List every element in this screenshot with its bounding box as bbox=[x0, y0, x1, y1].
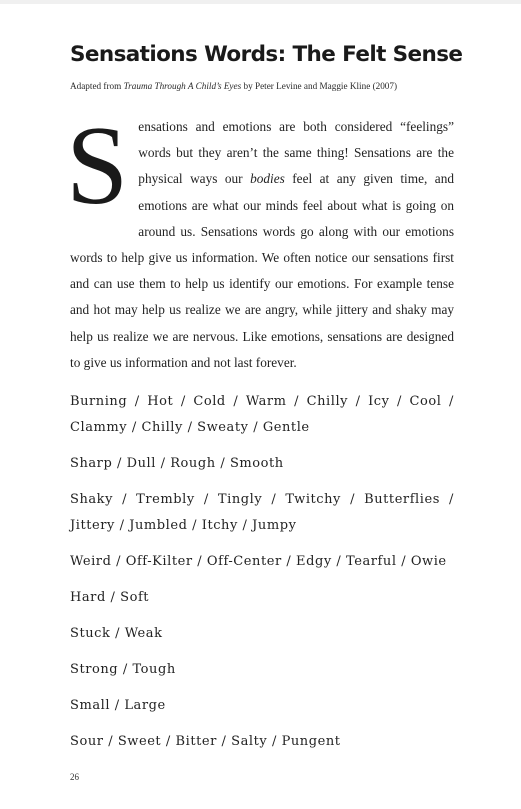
word-group-size: Small / Large bbox=[70, 698, 166, 714]
sensation-word-list bbox=[70, 389, 454, 755]
intro-emphasis: bodies bbox=[250, 171, 285, 187]
page-title: Sensations Words: The Felt Sense bbox=[70, 42, 463, 67]
page-number: 26 bbox=[70, 772, 79, 782]
word-group-strength: Strong / Tough bbox=[70, 662, 176, 678]
book-title: Trauma Through A Child’s Eyes bbox=[123, 81, 242, 91]
drop-cap: S bbox=[66, 104, 129, 228]
attribution-prefix: Adapted from bbox=[70, 81, 124, 91]
intro-paragraph bbox=[66, 104, 454, 376]
intro-text-part2: feel at any given time, and emotions are what our minds feel about what is going on around us. Sensations words go along with our emotions words to help give us information. We often notice our sensations first and can use them to help us identify our emotions. For example tense and hot may help us realize we are angry, while jittery and shaky may help us realize we are nervous. Like emotions, sensations are designed to give us information and not last forever. bbox=[70, 171, 454, 370]
word-group-temperature: Burning / Hot / Cold / Warm / Chilly / Icy / Cool / Clammy / Chilly / Sweaty / Gentle bbox=[70, 394, 454, 436]
attribution-suffix: by Peter Levine and Maggie Kline (2007) bbox=[241, 81, 398, 91]
intro-text-part1: ensations and emotions are both considered “feelings” words but they aren’t the same thing! Sensations are the physical ways our bbox=[138, 119, 454, 187]
top-divider bbox=[0, 0, 521, 4]
word-group-texture: Sharp / Dull / Rough / Smooth bbox=[70, 456, 284, 472]
attribution-line bbox=[70, 80, 454, 92]
word-group-offbalance: Weird / Off-Kilter / Off-Center / Edgy / Tearful / Owie bbox=[70, 554, 447, 570]
document-page bbox=[66, 40, 463, 765]
word-group-hardness: Hard / Soft bbox=[70, 590, 150, 606]
word-group-taste: Sour / Sweet / Bitter / Salty / Pungent bbox=[70, 734, 341, 750]
word-group-stuck: Stuck / Weak bbox=[70, 626, 163, 642]
word-group-movement: Shaky / Trembly / Tingly / Twitchy / Butterflies / Jittery / Jumbled / Itchy / Jumpy bbox=[70, 492, 454, 534]
